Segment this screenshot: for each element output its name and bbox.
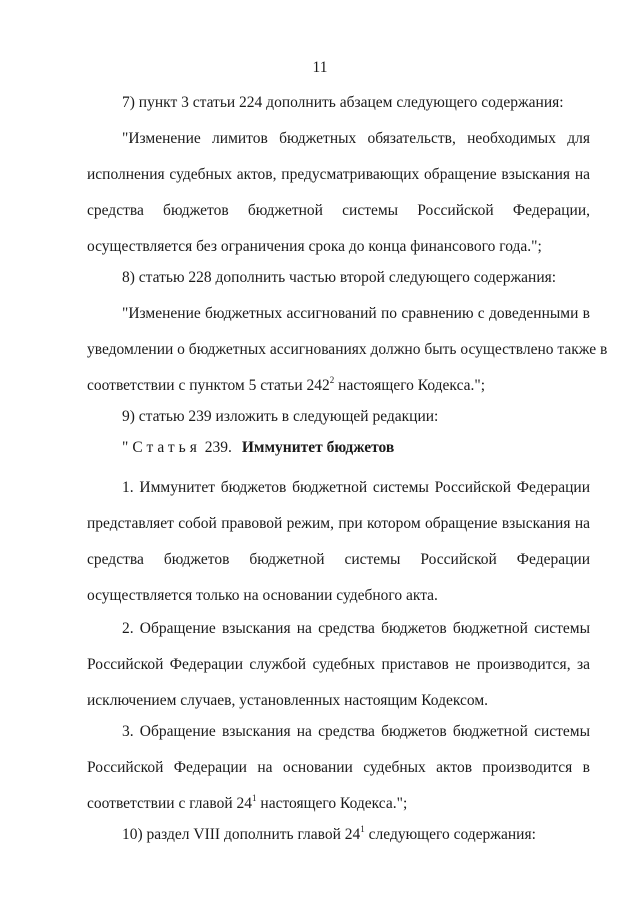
article-p1-line-1: 1. Иммунитет бюджетов бюджетной системы Российской Федерации <box>122 479 590 496</box>
item-7-quote-line-3: средства бюджетов бюджетной системы Российской Федерации, <box>87 202 590 219</box>
article-p2-line-2: Российской Федерации службой судебных приставов не производится, за <box>87 656 590 673</box>
article-p2-line-3: исключением случаев, установленных настоящим Кодексом. <box>87 692 489 709</box>
article-p1-line-3: средства бюджетов бюджетной системы Российской Федерации <box>87 551 590 568</box>
superscript: 1 <box>252 792 257 803</box>
item-8-quote-line-2: уведомлении о бюджетных ассигнованиях должно быть осуществлено также в <box>87 341 608 358</box>
article-p2-line-1: 2. Обращение взыскания на средства бюджетов бюджетной системы <box>122 620 590 637</box>
article-p1-line-4: осуществляется только на основании судебного акта. <box>87 587 438 604</box>
item-10-intro-tail: следующего содержания: <box>364 826 536 843</box>
item-8-intro: 8) статью 228 дополнить частью второй следующего содержания: <box>122 269 557 286</box>
superscript: 2 <box>329 374 335 385</box>
item-7-intro: 7) пункт 3 статьи 224 дополнить абзацем следующего содержания: <box>122 94 564 111</box>
item-7-quote-line-1: "Изменение лимитов бюджетных обязательств, необходимых для <box>122 130 590 147</box>
article-title: Иммунитет бюджетов <box>241 439 395 456</box>
superscript: 1 <box>360 823 365 834</box>
item-7-quote-line-4: осуществляется без ограничения срока до конца финансового года."; <box>87 238 542 255</box>
article-p3-line-3-tail: настоящего Кодекса."; <box>256 795 408 812</box>
item-10-intro <box>122 824 536 846</box>
item-8-quote-line-1: "Изменение бюджетных ассигнований по сравнению с доведенными в <box>122 305 590 322</box>
article-heading <box>122 437 394 459</box>
article-p3-line-2: Российской Федерации на основании судебных актов производится в <box>87 759 590 776</box>
item-8-quote-line-3 <box>87 375 485 397</box>
article-p3-line-3-text: соответствии с главой 24 <box>87 795 253 812</box>
item-9-intro: 9) статью 239 изложить в следующей редакции: <box>122 408 439 425</box>
article-p3-line-1: 3. Обращение взыскания на средства бюджетов бюджетной системы <box>122 723 590 740</box>
article-number: 239. <box>200 439 232 456</box>
article-p3-line-3 <box>87 793 407 815</box>
page-number: 11 <box>312 59 328 76</box>
item-8-quote-line-3-tail: настоящего Кодекса."; <box>334 377 486 394</box>
item-7-quote-line-2: исполнения судебных актов, предусматривающих обращение взыскания на <box>87 166 590 183</box>
article-prefix: "Статья <box>122 439 201 456</box>
article-p1-line-2: представляет собой правовой режим, при котором обращение взыскания на <box>87 515 590 532</box>
item-8-quote-line-3-text: соответствии с пунктом 5 статьи 242 <box>87 377 330 394</box>
item-10-intro-text: 10) раздел VIII дополнить главой 24 <box>122 826 361 843</box>
